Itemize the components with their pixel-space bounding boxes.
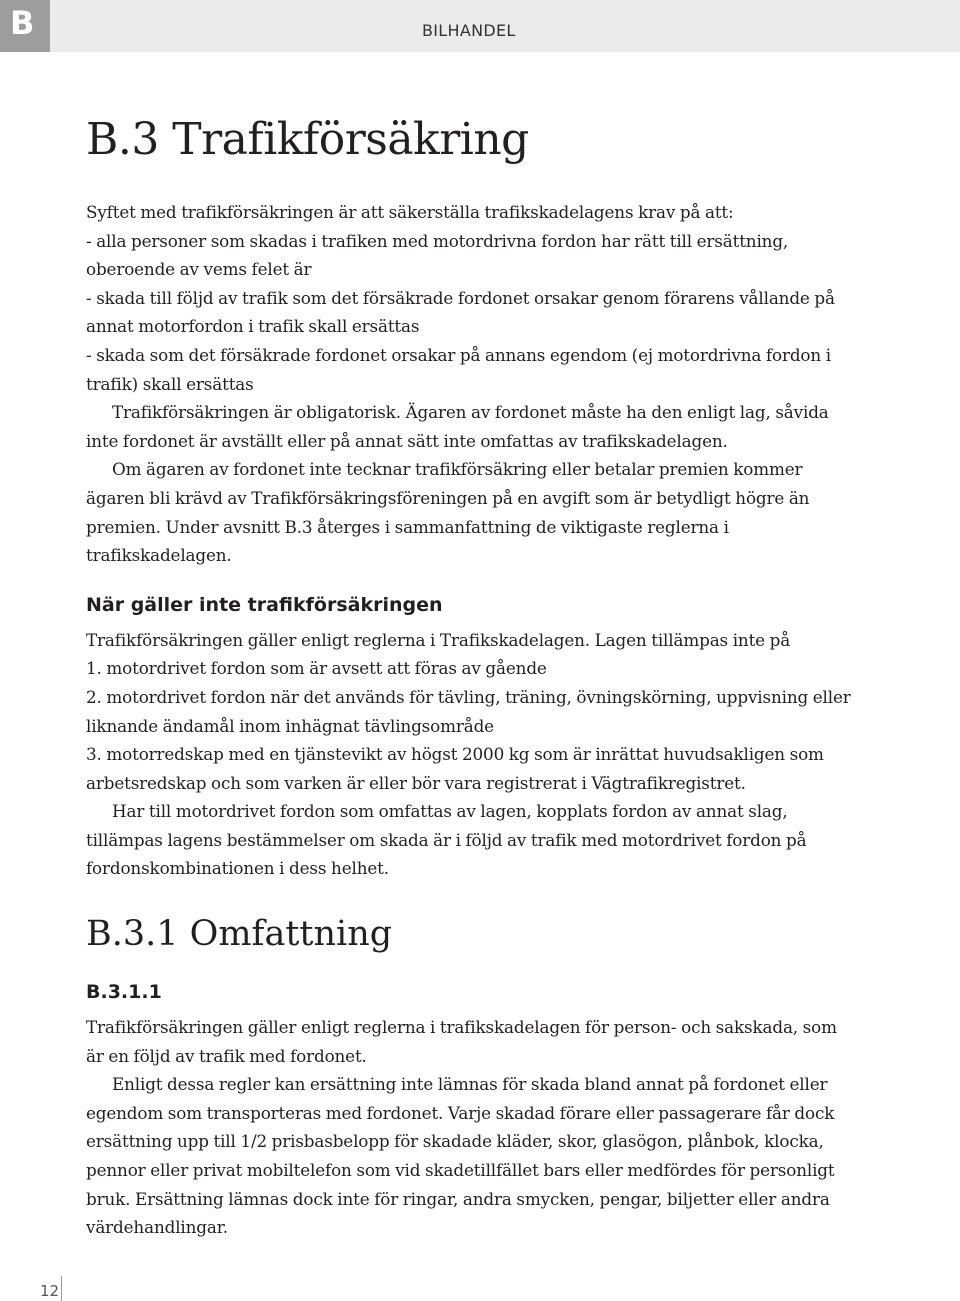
section-title: B.3 Trafikförsäkring: [86, 114, 529, 165]
body-paragraph: Har till motordrivet fordon som omfattas av lagen, kopplats fordon av annat slag, tillämpas lagens bestämmelser om skada är i följd av trafik med motordrivet fordon på fordonskombinationen i dess helhet.: [86, 801, 807, 879]
subsection-number-heading: B.3.1.1: [86, 981, 162, 1004]
section-tab: B: [0, 0, 50, 52]
body-paragraph: Om ägaren av fordonet inte tecknar trafikförsäkring eller betalar premien kommer ägaren bli krävd av Trafikförsäkringsföreningen på en avgift som är betydligt högre än premien. Under avsnitt B.3 återges i sammanfattning de viktigaste reglerna i trafikskadelagen.: [86, 459, 810, 566]
list-item: 2. motordrivet fordon när det används för tävling, träning, övningskörning, uppvisning eller liknande ändamål inom inhägnat tävlingsområde: [86, 686, 851, 736]
list-item: - skada till följd av trafik som det försäkrade fordonet orsakar genom förarens vållande på annat motorfordon i trafik skall ersättas: [86, 287, 835, 337]
subheading: När gäller inte trafikförsäkringen: [86, 593, 443, 616]
list-item: 1. motordrivet fordon som är avsett att föras av gående: [86, 658, 547, 679]
body-paragraph: Trafikförsäkringen är obligatorisk. Ägaren av fordonet måste ha den enligt lag, såvida inte fordonet är avställt eller på annat sätt inte omfattas av trafikskadelagen.: [86, 402, 829, 451]
body-paragraph: Trafikförsäkringen gäller enligt reglerna i trafikskadelagen för person- och sakskada, som är en följd av trafik med fordonet.: [86, 1017, 837, 1066]
body-paragraph: Enligt dessa regler kan ersättning inte lämnas för skada bland annat på fordonet eller egendom som transporteras med fordonet. Varje skadad förare eller passagerare får dock ersättning upp till 1/2 prisbasbelopp för skadade kläder, skor, glasögon, plånbok, klocka, pennor eller privat mobiltelefon som vid skadetillfället bars eller medfördes för personligt bruk. Ersättning lämnas dock inte för ringar, andra smycken, pengar, biljetter eller andra värdehandlingar.: [86, 1074, 835, 1238]
running-title: BILHANDEL: [422, 21, 516, 40]
body-paragraph: Trafikförsäkringen gäller enligt reglerna i Trafikskadelagen. Lagen tillämpas inte på: [86, 629, 791, 650]
list-item: 3. motorredskap med en tjänstevikt av högst 2000 kg som är inrättat huvudsakligen som arbetsredskap och som varken är eller bör vara registrerat i Vägtrafikregistret.: [86, 744, 824, 793]
page-number-rule: [61, 1276, 62, 1301]
document-body: [86, 100, 856, 1242]
list-item: - alla personer som skadas i trafiken med motordrivna fordon har rätt till ersättning, oberoende av vems felet är: [86, 230, 789, 280]
intro-paragraph: Syftet med trafikförsäkringen är att säkerställa trafikskadelagens krav på att:: [86, 202, 734, 222]
list-item: - skada som det försäkrade fordonet orsakar på annans egendom (ej motordrivna fordon i trafik) skall ersättas: [86, 344, 831, 394]
page-number: 12: [40, 1282, 60, 1300]
subsection-title: B.3.1 Omfattning: [86, 914, 393, 955]
